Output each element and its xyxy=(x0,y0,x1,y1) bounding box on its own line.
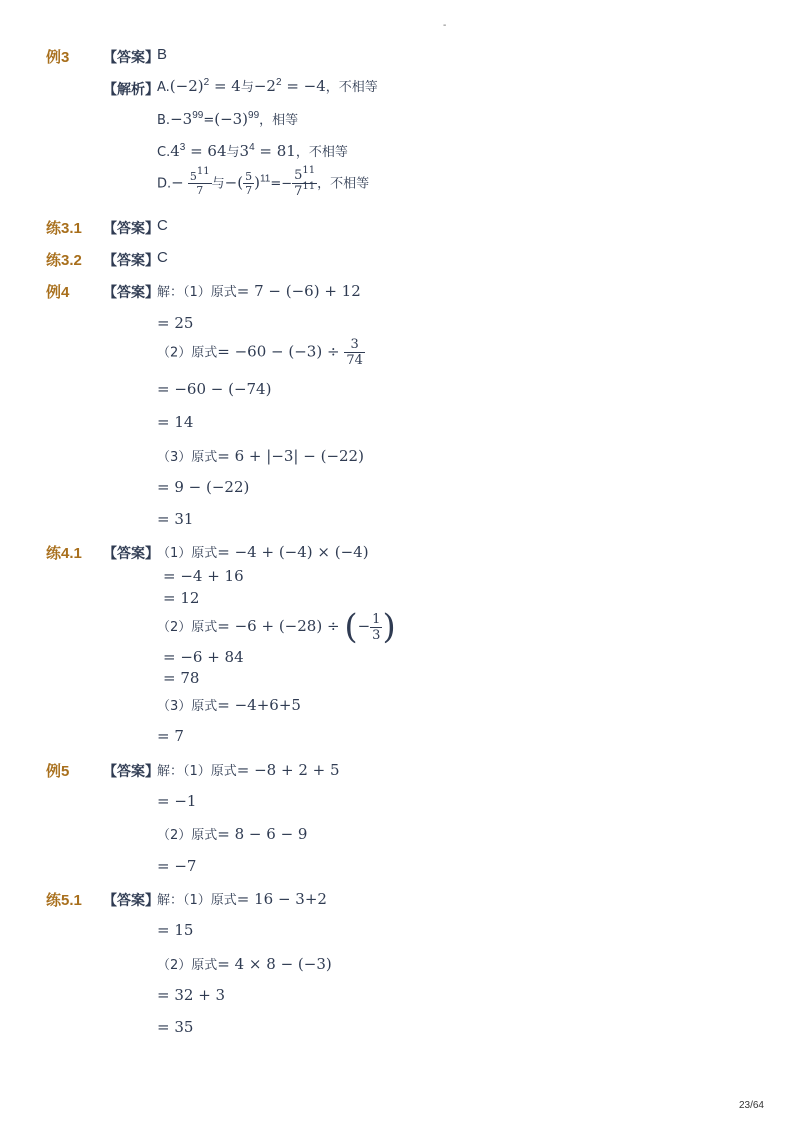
practice-5-1-line-3: （2）原式= 4 × 8 − (−3) xyxy=(157,955,332,973)
fraction-1-over-3: $\frac{1}{3}$ xyxy=(372,611,381,643)
example-5-tag: 例5 xyxy=(46,763,70,780)
practice-3-1-tag: 练3.1 xyxy=(46,220,82,237)
practice-4-1-line-7: （3）原式= −4+6+5 xyxy=(157,696,301,714)
practice-5-1-line-1: 解：（1）原式= 16 − 3+2 xyxy=(157,890,327,908)
fraction-5-11-over-7: $\frac{5^{11}}{7}$ xyxy=(189,166,210,197)
fraction-5-11-over-7-11: $\frac{5^{11}}{7^{11}}$ xyxy=(294,165,316,199)
example-5-line-1: 解：（1）原式= −8 + 2 + 5 xyxy=(157,761,340,779)
example-4-line-4: = −60 − (−74) xyxy=(157,380,272,398)
practice-3-2-answer: C xyxy=(157,249,168,266)
example-5-line-3: （2）原式= 8 − 6 − 9 xyxy=(157,825,308,843)
example-4-line-6: （3）原式= 6 + |−3| − (−22) xyxy=(157,447,364,465)
example-5-line-2: = −1 xyxy=(157,792,197,810)
fraction-3-over-74: $\frac{3}{74}$ xyxy=(346,337,363,368)
answer-label: 【答案】 xyxy=(103,545,159,561)
practice-5-1-line-4: = 32 + 3 xyxy=(157,986,226,1004)
practice-3-1-answer: C xyxy=(157,217,168,234)
practice-4-1-tag: 练4.1 xyxy=(46,545,82,562)
example-3-tag: 例3 xyxy=(46,49,70,66)
practice-3-2-tag: 练3.2 xyxy=(46,252,82,269)
example-4-tag: 例4 xyxy=(46,284,70,301)
practice-4-1-line-1: （1）原式= −4 + (−4) × (−4) xyxy=(157,543,369,561)
page-number: 23/64 xyxy=(738,1100,764,1111)
answer-label: 【答案】 xyxy=(103,763,159,779)
answer-label: 【答案】 xyxy=(103,252,159,268)
example-4-line-8: = 31 xyxy=(157,510,194,528)
practice-5-1-line-5: = 35 xyxy=(157,1018,194,1036)
example-3-option-b: $B.-3^{99}=(-3)^{99}$，相等 xyxy=(157,110,299,128)
practice-4-1-line-6: = 78 xyxy=(163,669,200,687)
example-5-line-4: = −7 xyxy=(157,857,197,875)
example-4-line-7: = 9 − (−22) xyxy=(157,478,250,496)
example-4-line-5: = 14 xyxy=(157,413,194,431)
header-mark: - xyxy=(443,20,447,31)
example-4-line-3: （2）原式= −60 − (−3) ÷ $\frac{3}{74}$ xyxy=(157,337,363,368)
fraction-5-over-7: $\frac{5}{7}$ xyxy=(245,170,253,197)
example-3-option-d: D.− $\frac{5^{11}}{7}$ 与−( $\frac{5}{7}$ )$^{11}$=− $\frac{5^{11}}{7^{11}}$ ，不相等 xyxy=(157,165,370,199)
answer-label: 【答案】 xyxy=(103,892,159,908)
practice-4-1-line-3: = 12 xyxy=(163,589,200,607)
analysis-label: 【解析】 xyxy=(103,81,159,97)
example-3-answer: B xyxy=(157,46,168,63)
example-4-line-2: = 25 xyxy=(157,314,194,332)
answer-label: 【答案】 xyxy=(103,220,159,236)
practice-5-1-line-2: = 15 xyxy=(157,921,194,939)
answer-label: 【答案】 xyxy=(103,49,159,65)
practice-4-1-line-2: = −4 + 16 xyxy=(163,567,244,585)
example-3-option-c: $C.4^3 = 64$与$3^4 = 81$，不相等 xyxy=(157,142,348,160)
example-4-line-1: 解：（1）原式= 7 − (−6) + 12 xyxy=(157,282,361,300)
example-3-option-a: $A.(-2)^2 = 4$与$-2^2 = -4$，不相等 xyxy=(157,77,378,95)
practice-4-1-line-4: （2）原式= −6 + (−28) ÷ (− $\frac{1}{3}$ ) xyxy=(157,607,396,647)
practice-5-1-tag: 练5.1 xyxy=(46,892,82,909)
practice-4-1-line-5: = −6 + 84 xyxy=(163,648,244,666)
practice-4-1-line-8: = 7 xyxy=(157,727,184,745)
answer-label: 【答案】 xyxy=(103,284,159,300)
